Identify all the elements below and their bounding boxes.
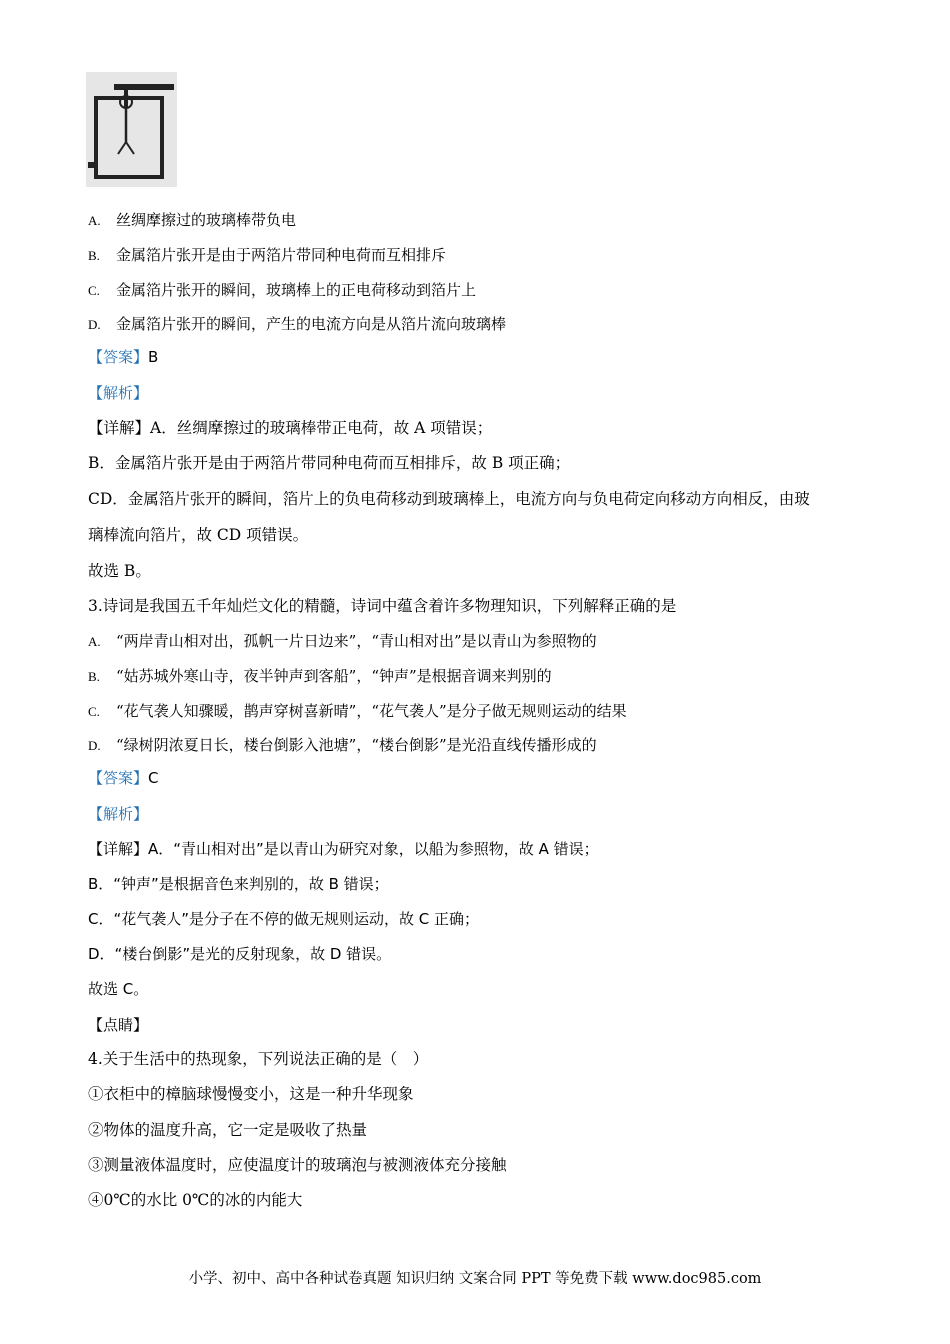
q4-item-1: ①衣柜中的樟脑球慢慢变小，这是一种升华现象 (88, 1085, 414, 1103)
q2-detail-line: 璃棒流向箔片，故 CD 项错误。 (88, 526, 309, 544)
q3-option-c: C. “花气袭人知骤暖，鹊声穿树喜新晴”，“花气袭人”是分子做无规则运动的结果 (88, 702, 627, 720)
q2-option-c: C. 金属箔片张开的瞬间，玻璃棒上的正电荷移动到箔片上 (88, 281, 477, 299)
q3-detail-line: B．“钟声”是根据音色来判别的，故 B 错误； (88, 875, 389, 893)
page-footer: 小学、初中、高中各种试卷真题 知识归纳 文案合同 PPT 等免费下载 www.doc985.com (188, 1271, 762, 1287)
q4-item-2: ②物体的温度升高，它一定是吸收了热量 (88, 1121, 368, 1139)
q3-detail-line: D．“楼台倒影”是光的反射现象，故 D 错误。 (88, 945, 392, 963)
q2-detail-line: CD．金属箔片张开的瞬间，箔片上的负电荷移动到玻璃棒上，电流方向与负电荷定向移动方向相反，由玻 (88, 490, 810, 508)
q3-answer: 【答案】C (88, 769, 159, 787)
q3-comment-heading: 【点睛】 (88, 1016, 149, 1034)
electroscope-diagram (86, 72, 177, 187)
q4-stem: 4.关于生活中的热现象，下列说法正确的是（ ） (88, 1050, 429, 1068)
q2-detail-line: 【详解】A．丝绸摩擦过的玻璃棒带正电荷，故 A 项错误； (88, 419, 493, 437)
q3-stem: 3.诗词是我国五千年灿烂文化的精髓，诗词中蕴含着许多物理知识，下列解释正确的是 (88, 597, 677, 615)
q2-analysis-heading: 【解析】 (88, 384, 149, 402)
q4-item-4: ④0℃的水比 0℃的冰的内能大 (88, 1191, 303, 1209)
electroscope-figure (86, 72, 177, 187)
q3-conclusion: 故选 C。 (88, 980, 149, 998)
q2-answer: 【答案】B (88, 348, 159, 366)
q2-option-a: A. 丝绸摩擦过的玻璃棒带负电 (88, 211, 297, 229)
q2-detail-line: B．金属箔片张开是由于两箔片带同种电荷而互相排斥，故 B 项正确； (88, 454, 571, 472)
q3-analysis-heading: 【解析】 (88, 805, 149, 823)
q3-detail-line: 【详解】A．“青山相对出”是以青山为研究对象，以船为参照物，故 A 错误； (88, 840, 599, 858)
q4-item-3: ③测量液体温度时，应使温度计的玻璃泡与被测液体充分接触 (88, 1156, 507, 1174)
q3-option-d: D. “绿树阴浓夏日长，楼台倒影入池塘”，“楼台倒影”是光沿直线传播形成的 (88, 736, 597, 754)
q2-conclusion: 故选 B。 (88, 562, 151, 580)
q2-option-d: D. 金属箔片张开的瞬间，产生的电流方向是从箔片流向玻璃棒 (88, 315, 507, 333)
q3-option-b: B. “姑苏城外寒山寺，夜半钟声到客船”，“钟声”是根据音调来判别的 (88, 667, 552, 685)
q3-option-a: A. “两岸青山相对出，孤帆一片日边来”，“青山相对出”是以青山为参照物的 (88, 632, 597, 650)
q2-option-b: B. 金属箔片张开是由于两箔片带同种电荷而互相排斥 (88, 246, 447, 264)
q3-detail-line: C．“花气袭人”是分子在不停的做无规则运动，故 C 正确； (88, 910, 480, 928)
